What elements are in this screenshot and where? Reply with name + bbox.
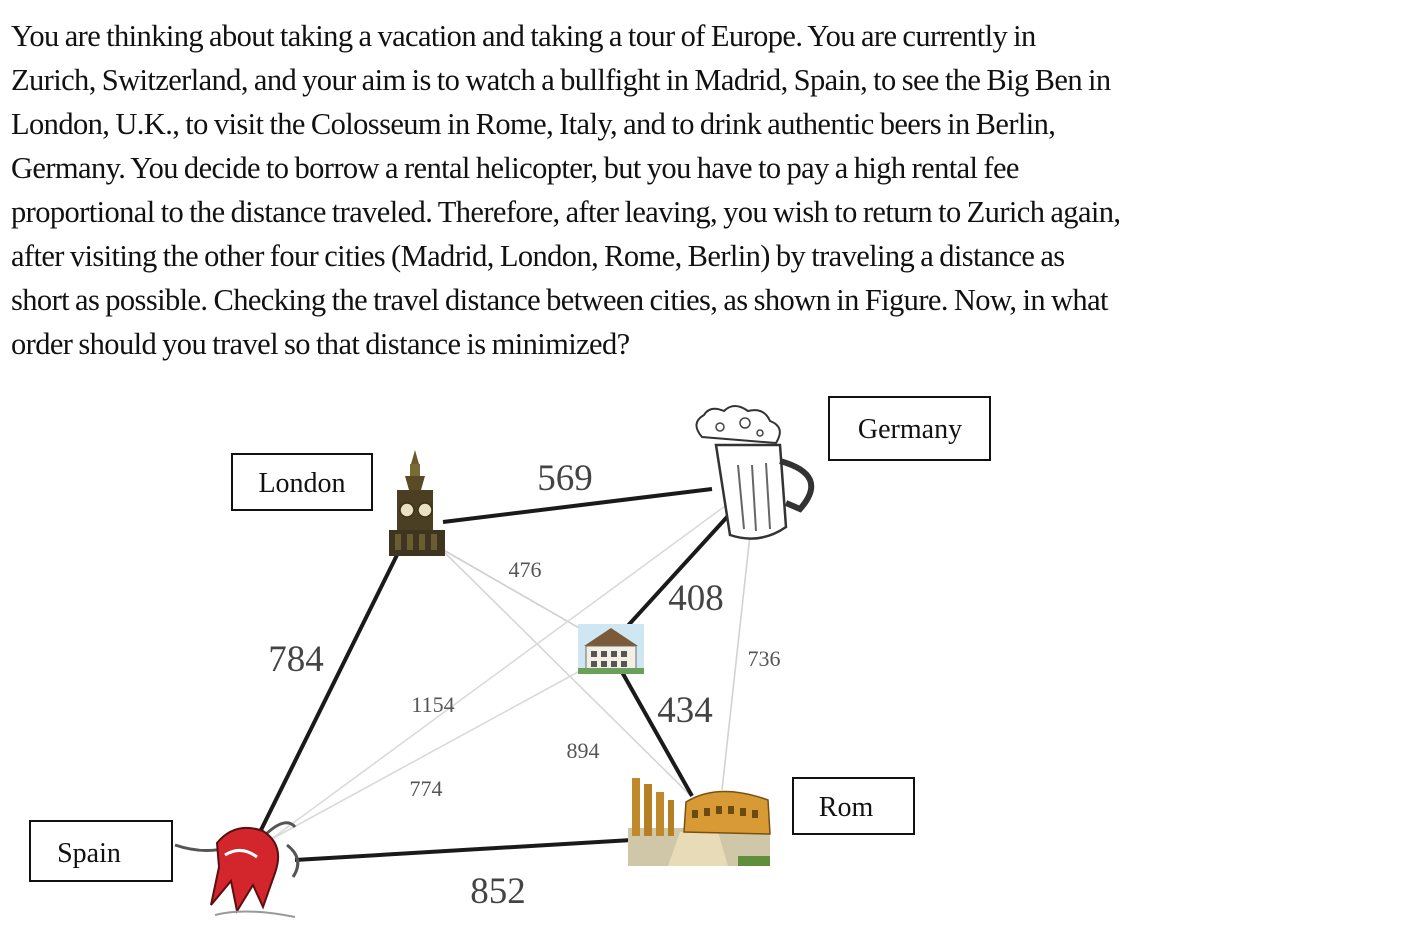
problem-line: short as possible. Checking the travel distance between cities, as shown in Figure. Now, in what	[11, 283, 1108, 317]
label-rome	[793, 778, 914, 834]
colosseum-icon	[628, 778, 770, 866]
building-icon	[578, 624, 644, 674]
label-spain	[30, 821, 172, 881]
distance-germany-spain: 1154	[411, 692, 455, 717]
edge-germany-rome	[722, 535, 750, 790]
problem-line: after visiting the other four cities (Madrid, London, Rome, Berlin) by traveling a distance as	[11, 239, 1065, 273]
distance-germany-zurich: 408	[668, 578, 724, 619]
edge-zurich-spain	[270, 660, 600, 840]
problem-line: London, U.K., to visit the Colosseum in Rome, Italy, and to drink authentic beers in Berlin,	[11, 107, 1056, 141]
thick-edges	[260, 489, 738, 860]
label-london-text: London	[258, 468, 346, 499]
distance-london-spain: 784	[268, 639, 324, 680]
problem-line: Germany. You decide to borrow a rental helicopter, but you have to pay a high rental fee	[11, 151, 1019, 185]
label-germany	[829, 397, 990, 460]
beer-mug-icon	[696, 406, 811, 539]
distance-spain-rome: 852	[470, 871, 526, 912]
distance-london-rome: 894	[566, 738, 600, 763]
problem-line: You are thinking about taking a vacation and taking a tour of Europe. You are currently in	[11, 19, 1036, 53]
label-germany-text: Germany	[857, 414, 963, 445]
edge-london-rome	[440, 548, 690, 795]
label-london	[232, 454, 372, 510]
distance-london-germany: 569	[537, 458, 593, 499]
big-ben-icon	[389, 450, 445, 556]
problem-line: Zurich, Switzerland, and your aim is to watch a bullfight in Madrid, Spain, to see the Big Ben in	[11, 63, 1111, 97]
problem-line: proportional to the distance traveled. Therefore, after leaving, you wish to return to Zurich again,	[11, 195, 1121, 229]
edge-london-spain	[260, 555, 397, 832]
label-rome-text: Rom	[818, 792, 874, 823]
edge-spain-rome	[295, 840, 632, 860]
distance-germany-rome: 736	[747, 646, 781, 671]
problem-line: order should you travel so that distance is minimized?	[11, 327, 630, 361]
distance-zurich-spain: 774	[409, 776, 443, 801]
distance-zurich-rome: 434	[657, 690, 713, 731]
bull-icon	[175, 823, 298, 917]
label-spain-text: Spain	[57, 838, 121, 869]
distance-london-zurich: 476	[508, 557, 542, 582]
